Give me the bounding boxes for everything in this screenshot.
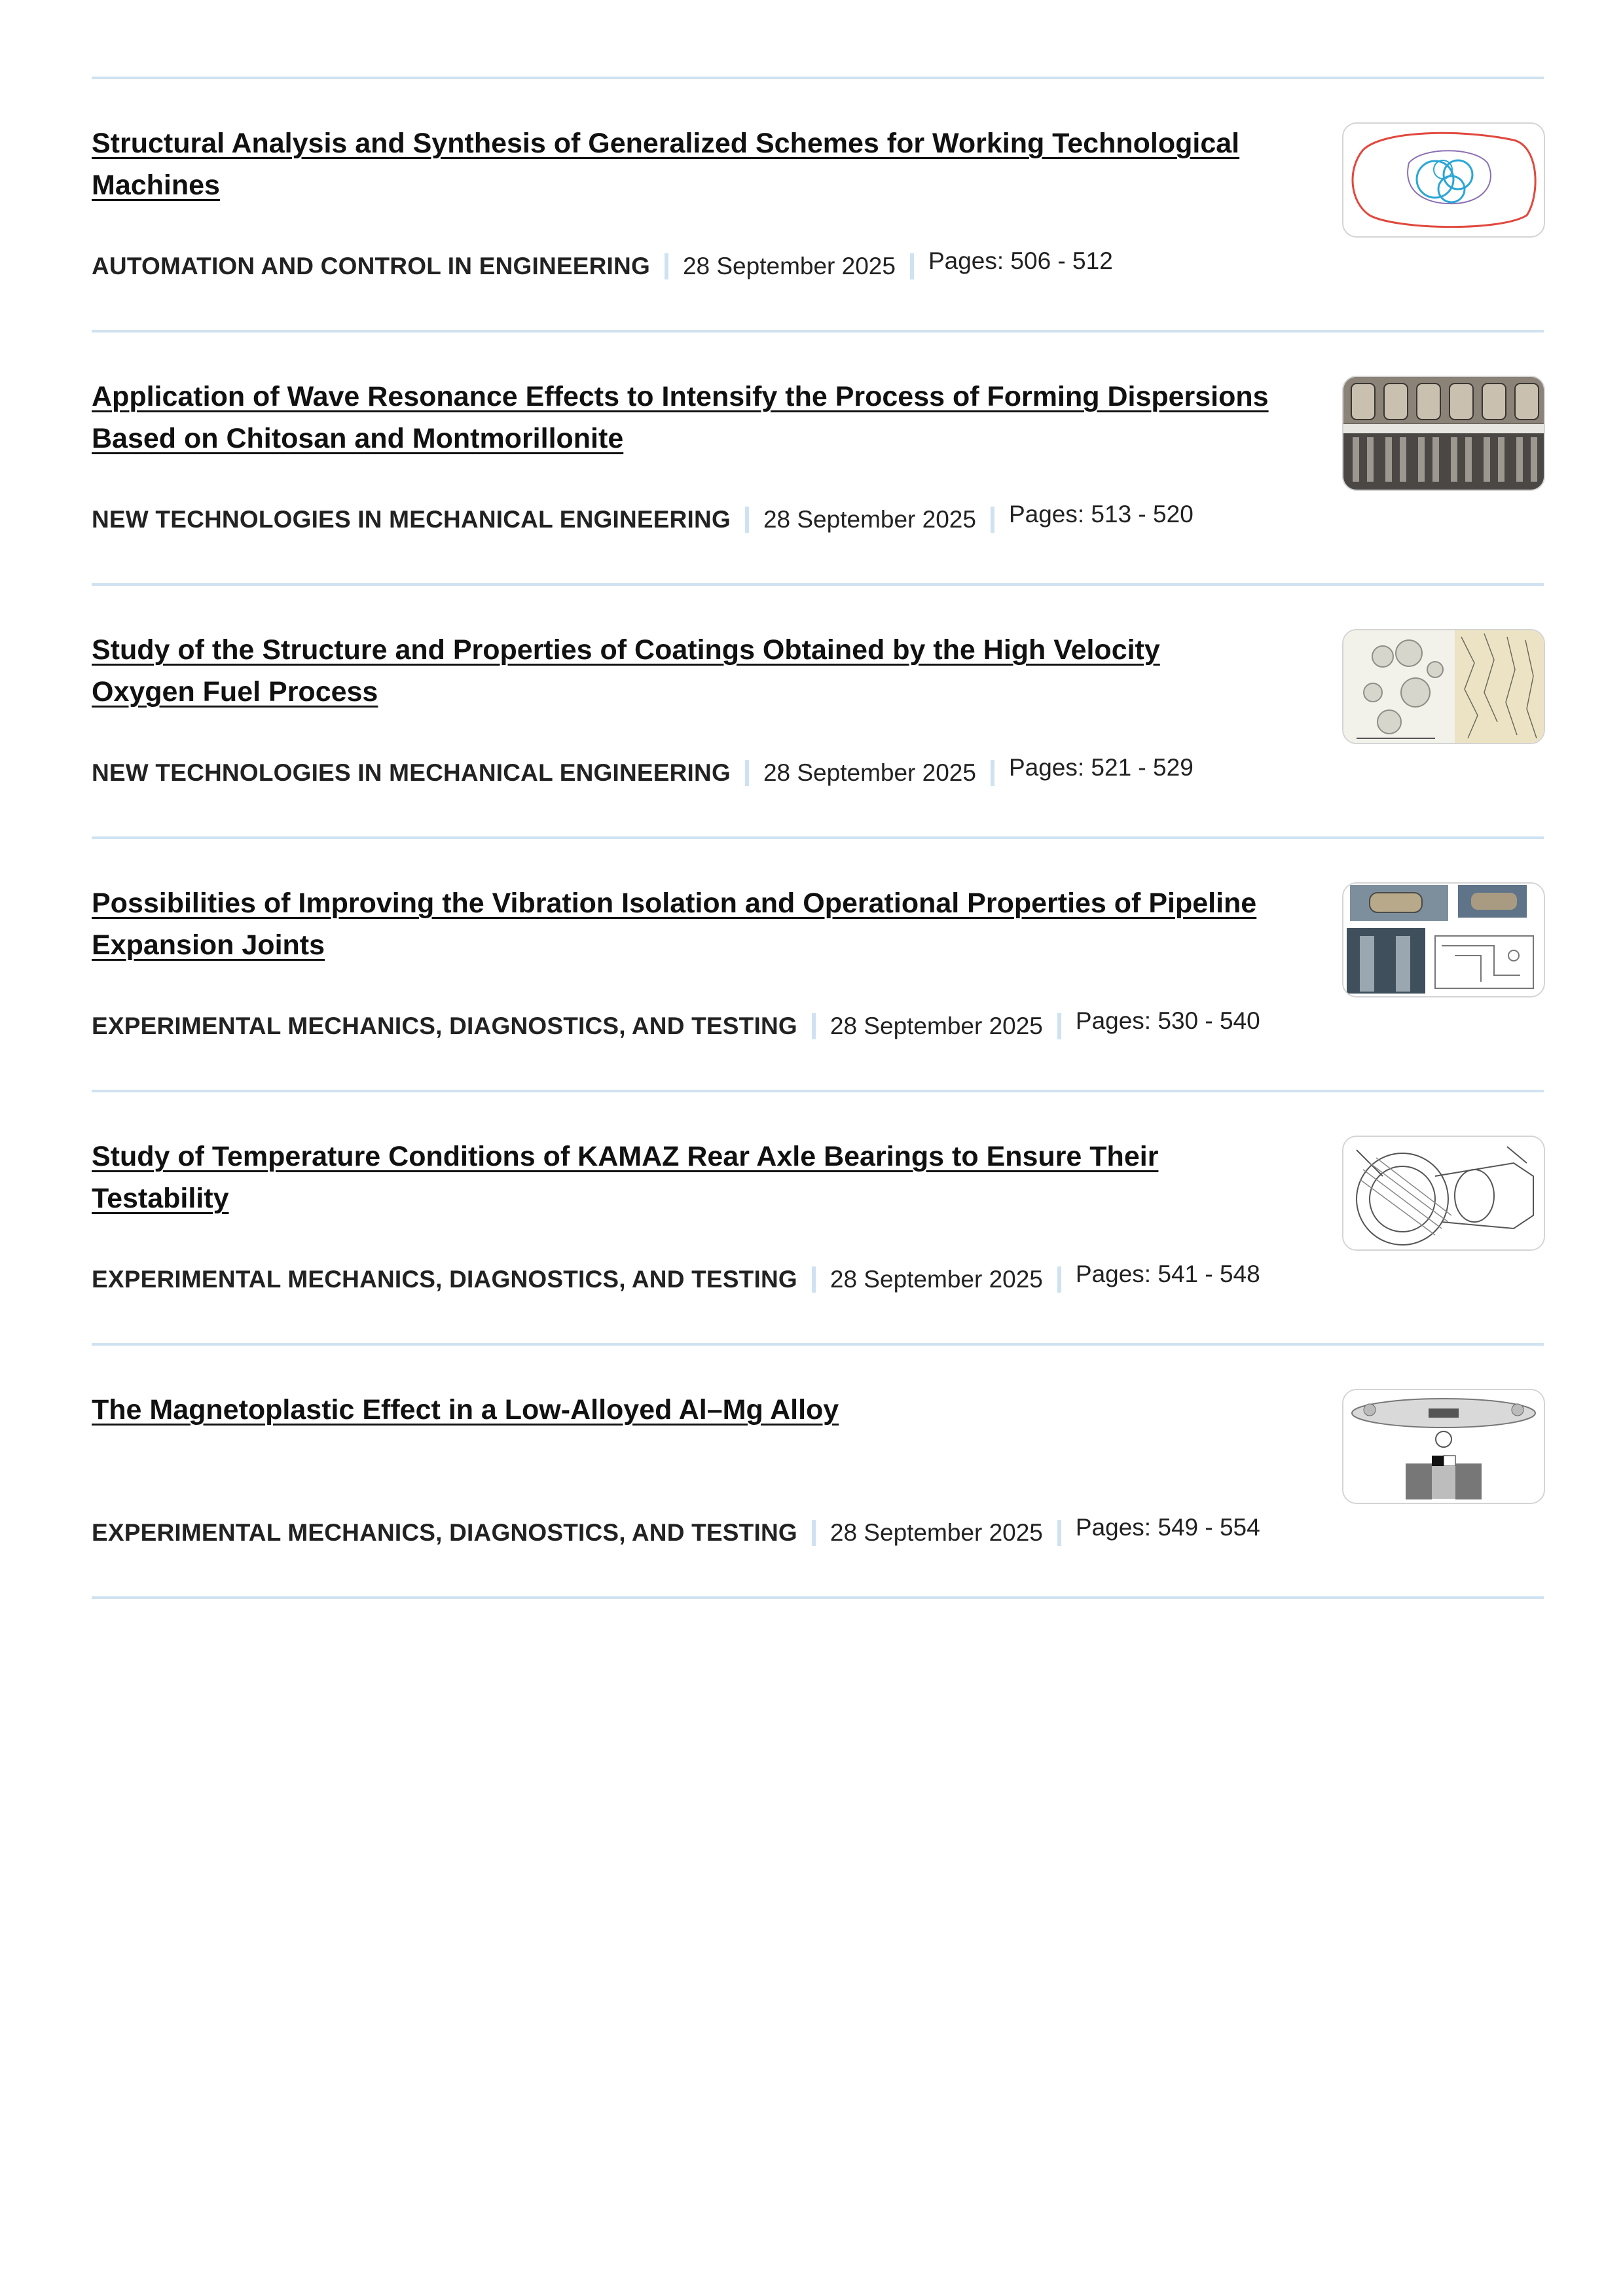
meta-separator bbox=[910, 253, 914, 279]
article-date: 28 September 2025 bbox=[830, 1266, 1043, 1293]
article-title bbox=[92, 122, 1270, 206]
article-meta bbox=[92, 754, 1194, 789]
article-meta bbox=[92, 1007, 1260, 1042]
article-meta bbox=[92, 1514, 1260, 1549]
article-list bbox=[92, 77, 1544, 1599]
article-item bbox=[92, 586, 1544, 839]
meta-separator bbox=[812, 1013, 816, 1039]
meta-separator bbox=[1057, 1520, 1061, 1546]
article-pages: Pages: 513 - 520 bbox=[1008, 501, 1194, 528]
article-date: 28 September 2025 bbox=[763, 506, 976, 533]
article-section: NEW TECHNOLOGIES IN MECHANICAL ENGINEERING bbox=[92, 506, 731, 533]
meta-separator bbox=[745, 760, 749, 786]
article-date: 28 September 2025 bbox=[682, 253, 896, 279]
article-pages: Pages: 530 - 540 bbox=[1075, 1007, 1260, 1034]
article-pages: Pages: 521 - 529 bbox=[1008, 754, 1194, 781]
meta-separator bbox=[812, 1266, 816, 1293]
article-section: NEW TECHNOLOGIES IN MECHANICAL ENGINEERING bbox=[92, 759, 731, 786]
article-title-link[interactable]: Study of Temperature Conditions of KAMAZ Rear Axle Bearings to Ensure Their Testability bbox=[92, 1141, 1159, 1214]
article-title-link[interactable]: Application of Wave Resonance Effects to Intensify the Process of Forming Dispersions Based on Chitosan and Montmorillonite bbox=[92, 381, 1269, 454]
article-title-link[interactable]: Possibilities of Improving the Vibration Isolation and Operational Properties of Pipeline Expansion Joints bbox=[92, 888, 1257, 961]
article-title bbox=[92, 882, 1270, 966]
article-date: 28 September 2025 bbox=[830, 1519, 1043, 1546]
article-item bbox=[92, 839, 1544, 1092]
article-title bbox=[92, 629, 1270, 713]
article-title bbox=[92, 376, 1270, 459]
meta-separator bbox=[1057, 1266, 1061, 1293]
venn-diagram-thumbnail[interactable] bbox=[1342, 122, 1545, 238]
article-title bbox=[92, 1136, 1270, 1219]
article-meta bbox=[92, 501, 1194, 535]
meta-separator bbox=[991, 760, 994, 786]
article-section: EXPERIMENTAL MECHANICS, DIAGNOSTICS, AND TESTING bbox=[92, 1013, 797, 1039]
expansion-joint-thumbnail[interactable] bbox=[1342, 882, 1545, 997]
article-date: 28 September 2025 bbox=[763, 759, 976, 786]
test-tubes-photo-thumbnail[interactable] bbox=[1342, 376, 1545, 491]
article-section: EXPERIMENTAL MECHANICS, DIAGNOSTICS, AND TESTING bbox=[92, 1266, 797, 1293]
article-meta bbox=[92, 1261, 1260, 1295]
article-date: 28 September 2025 bbox=[830, 1013, 1043, 1039]
axle-gear-drawing-thumbnail[interactable] bbox=[1342, 1136, 1545, 1251]
article-pages: Pages: 506 - 512 bbox=[928, 247, 1113, 274]
article-item bbox=[92, 1346, 1544, 1599]
meta-separator bbox=[1057, 1013, 1061, 1039]
meta-separator bbox=[665, 253, 668, 279]
article-title-link[interactable]: The Magnetoplastic Effect in a Low-Alloyed Al–Mg Alloy bbox=[92, 1394, 839, 1426]
article-title-link[interactable]: Study of the Structure and Properties of Coatings Obtained by the High Velocity Oxygen Fuel Process bbox=[92, 634, 1160, 708]
meta-separator bbox=[745, 507, 749, 533]
meta-separator bbox=[812, 1520, 816, 1546]
article-meta bbox=[92, 247, 1113, 282]
article-item bbox=[92, 332, 1544, 586]
article-title-link[interactable]: Structural Analysis and Synthesis of Generalized Schemes for Working Technological Machines bbox=[92, 128, 1240, 201]
magnet-apparatus-thumbnail[interactable] bbox=[1342, 1389, 1545, 1504]
article-item bbox=[92, 79, 1544, 332]
article-section: EXPERIMENTAL MECHANICS, DIAGNOSTICS, AND TESTING bbox=[92, 1519, 797, 1546]
article-item bbox=[92, 1092, 1544, 1346]
article-title bbox=[92, 1389, 1270, 1431]
article-pages: Pages: 541 - 548 bbox=[1075, 1261, 1260, 1287]
coating-structure-thumbnail[interactable] bbox=[1342, 629, 1545, 744]
article-section: AUTOMATION AND CONTROL IN ENGINEERING bbox=[92, 253, 650, 279]
article-pages: Pages: 549 - 554 bbox=[1075, 1514, 1260, 1541]
meta-separator bbox=[991, 507, 994, 533]
